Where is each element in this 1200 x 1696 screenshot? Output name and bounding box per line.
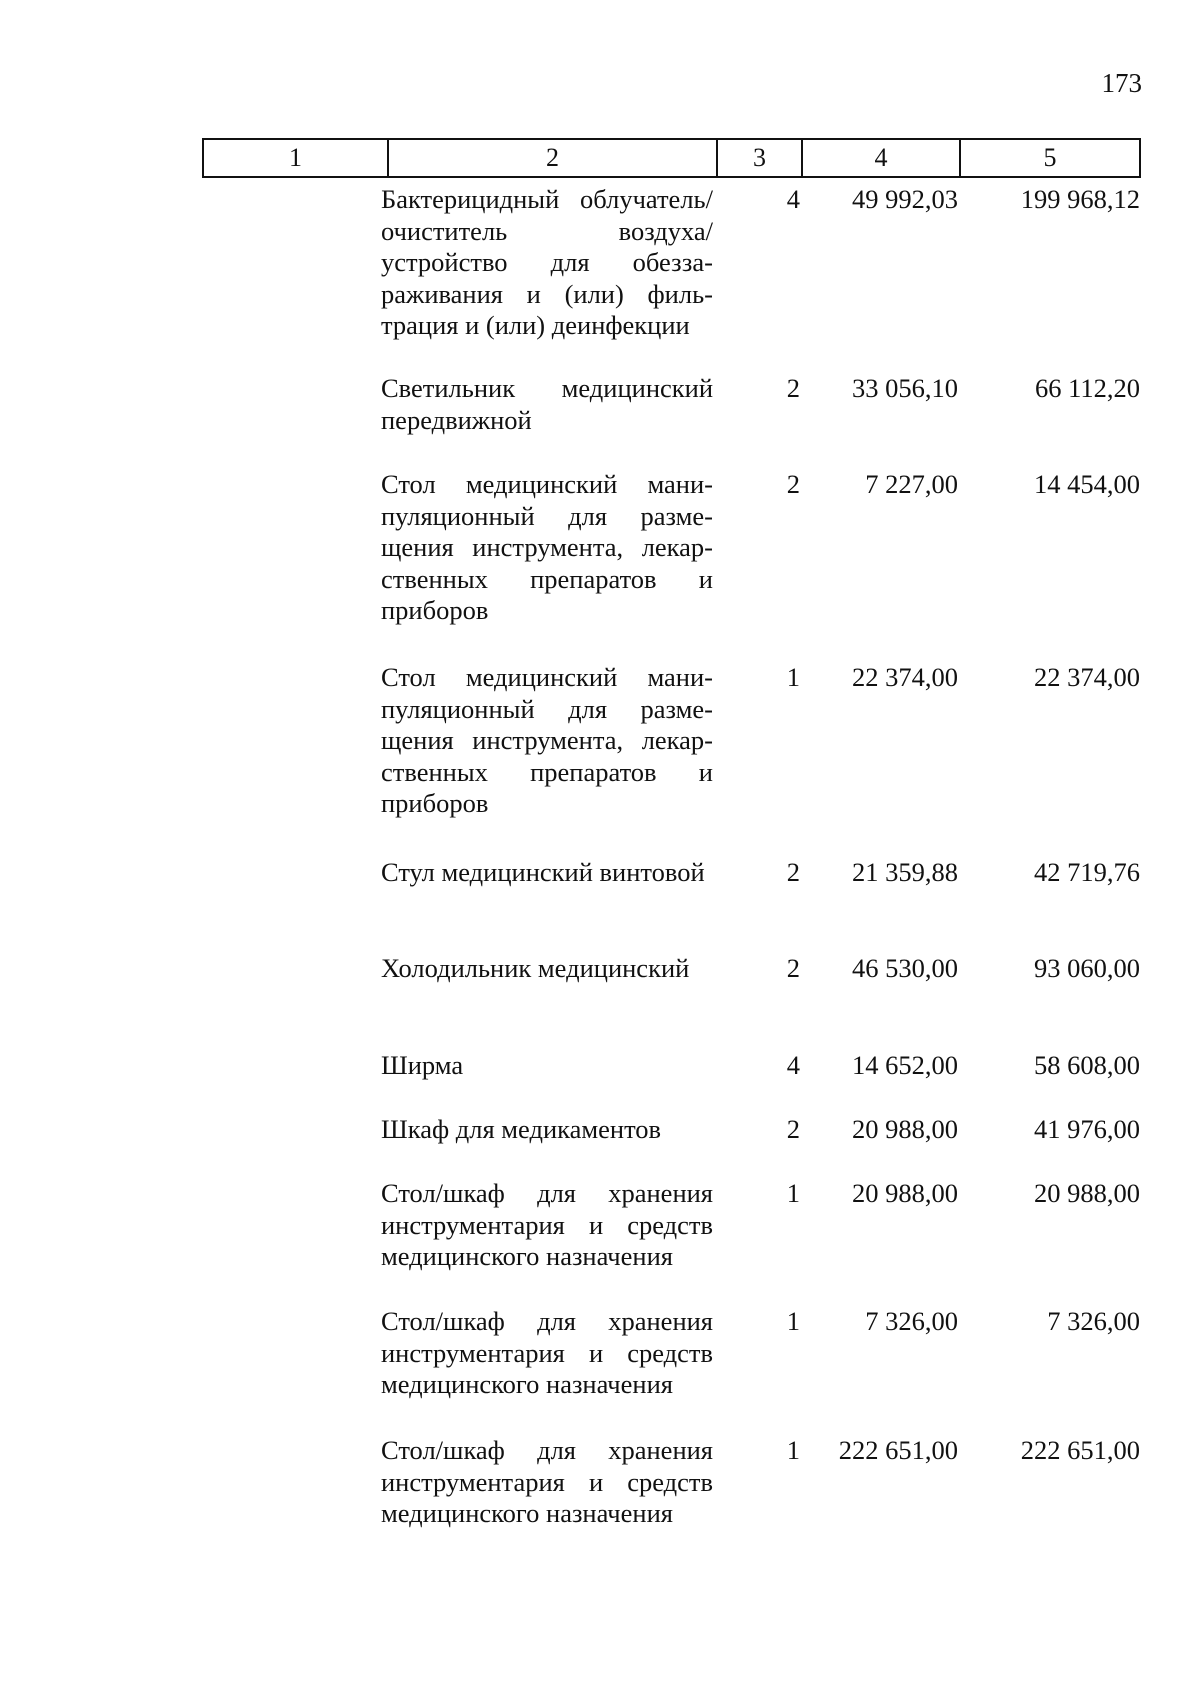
item-quantity: 1 bbox=[786, 1435, 800, 1465]
item-name: Стол медицинский манипуляционный для размещения инструмента, лекарственных препаратов и приборов bbox=[381, 662, 713, 818]
item-price: 21 359,88 bbox=[852, 857, 958, 887]
page-number: 173 bbox=[1101, 68, 1142, 98]
item-total: 7 326,00 bbox=[1047, 1306, 1140, 1336]
header-col-3: 3 bbox=[718, 140, 803, 176]
item-total: 20 988,00 bbox=[1034, 1178, 1140, 1208]
item-name: Шкаф для медикаментов bbox=[381, 1114, 662, 1144]
item-total: 22 374,00 bbox=[1034, 662, 1140, 692]
item-total: 222 651,00 bbox=[1020, 1435, 1140, 1465]
item-quantity: 1 bbox=[786, 1306, 800, 1336]
item-total: 66 112,20 bbox=[1034, 373, 1140, 403]
item-total: 199 968,12 bbox=[1020, 184, 1140, 214]
item-price: 7 227,00 bbox=[865, 469, 958, 499]
item-total: 58 608,00 bbox=[1034, 1050, 1140, 1080]
item-name: Стол медицинский манипуляционный для размещения инструмента, лекарственных препаратов и приборов bbox=[381, 469, 713, 625]
header-col-1: 1 bbox=[204, 140, 389, 176]
item-name: Ширма bbox=[381, 1050, 464, 1080]
item-price: 222 651,00 bbox=[838, 1435, 958, 1465]
item-quantity: 4 bbox=[786, 184, 800, 214]
item-quantity: 2 bbox=[786, 373, 800, 403]
item-total: 93 060,00 bbox=[1034, 953, 1140, 983]
item-quantity: 2 bbox=[786, 469, 800, 499]
item-price: 7 326,00 bbox=[865, 1306, 958, 1336]
header-col-5: 5 bbox=[1043, 143, 1057, 172]
item-name: Бактерицидный облучатель/очиститель воздуха/устройство для обеззараживания и (или) фильтрация и (или) деинфекции bbox=[381, 184, 713, 340]
item-price: 46 530,00 bbox=[852, 953, 958, 983]
item-quantity: 1 bbox=[786, 662, 800, 692]
item-quantity: 1 bbox=[786, 1178, 800, 1208]
item-name: Стол/шкаф для хранения инструментария и средств медицинского назначения bbox=[381, 1306, 713, 1399]
item-price: 49 992,03 bbox=[852, 184, 958, 214]
item-total: 41 976,00 bbox=[1034, 1114, 1140, 1144]
table-header bbox=[202, 138, 1141, 178]
item-name: Стул медицинский винтовой bbox=[381, 857, 705, 887]
item-price: 20 988,00 bbox=[852, 1178, 958, 1208]
item-price: 14 652,00 bbox=[852, 1050, 958, 1080]
item-name: Холодильник медицинский bbox=[381, 953, 690, 983]
item-name: Стол/шкаф для хранения инструментария и средств медицинского назначения bbox=[381, 1178, 713, 1271]
item-name: Стол/шкаф для хранения инструментария и средств медицинского назначения bbox=[381, 1435, 713, 1528]
item-price: 33 056,10 bbox=[852, 373, 958, 403]
item-name: Светильник медицинский передвижной bbox=[381, 373, 713, 435]
item-quantity: 2 bbox=[786, 953, 800, 983]
item-quantity: 4 bbox=[786, 1050, 800, 1080]
item-total: 42 719,76 bbox=[1034, 857, 1140, 887]
item-total: 14 454,00 bbox=[1034, 469, 1140, 499]
header-col-2: 2 bbox=[389, 140, 718, 176]
item-quantity: 2 bbox=[786, 1114, 800, 1144]
item-price: 20 988,00 bbox=[852, 1114, 958, 1144]
item-price: 22 374,00 bbox=[852, 662, 958, 692]
header-col-4: 4 bbox=[803, 140, 961, 176]
item-quantity: 2 bbox=[786, 857, 800, 887]
